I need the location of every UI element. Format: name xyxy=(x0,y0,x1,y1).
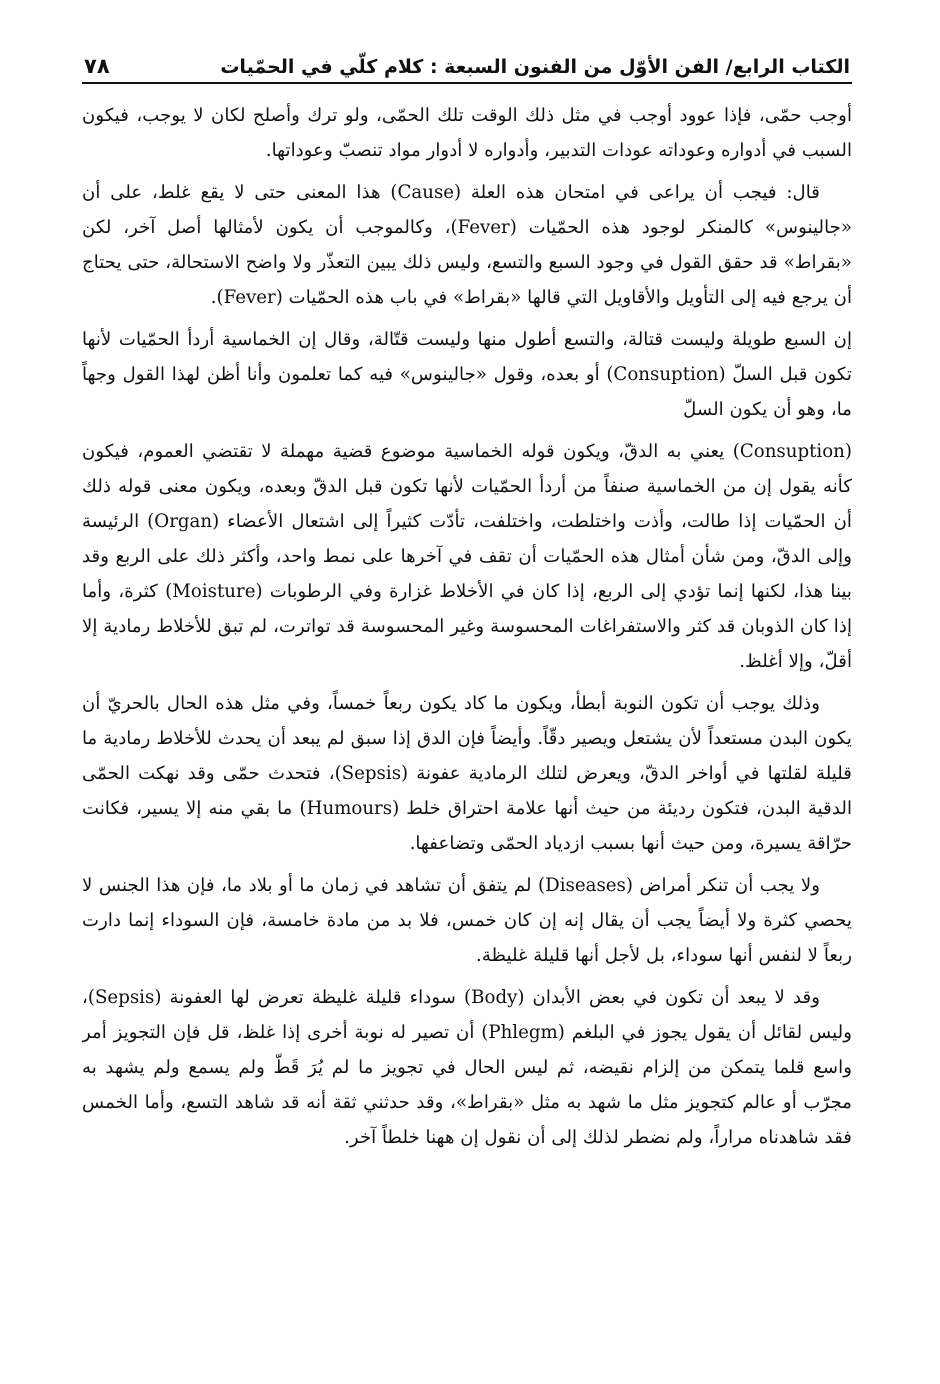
paragraph: إن السبع طويلة وليست قتالة، والتسع أطول منها وليست قتّالة، وقال إن الخماسية أردأ الحمّيات لأنها تكون قبل السلّ (Consuption) أو بعده، وقول «جالينوس» فيه كما تعلمون وأنا أظن لهذا القول وجهاً ما، وهو أن يكون السلّ xyxy=(82,329,852,420)
running-title: الكتاب الرابع/ الفن الأوّل من الفنون السبعة : كلام كلّي في الحمّيات xyxy=(220,56,850,78)
page-header xyxy=(82,40,852,84)
paragraph: ولا يجب أن تنكر أمراض (Diseases) لم يتفق أن تشاهد في زمان ما أو بلاد ما، فإن هذا الجنس لا يحصي كثرة ولا أيضاً يجب أن يقال إنه إن كان خمس، فلا بد من مادة خامسة، فإن السوداء إنما دارت ربعاً لا لنفس أنها سوداء، بل لأجل أنها قليلة غليظة. xyxy=(82,875,852,966)
paragraph: قال: فيجب أن يراعى في امتحان هذه العلة (Cause) هذا المعنى حتى لا يقع غلط، على أن «جالينوس» كالمنكر لوجود هذه الحمّيات (Fever)، وكالموجب أن يكون لأمثالها أصل آخر، لكن «بقراط» قد حقق القول في وجود السبع والتسع، وليس ذلك يبين التعذّر ولا واضح الاستحالة، حتى يحتاج أن يرجع فيه إلى التأويل والأقاويل التي قالها «بقراط» في باب هذه الحمّيات (Fever). xyxy=(82,182,852,308)
paragraph: وذلك يوجب أن تكون النوبة أبطأ، ويكون ما كاد يكون ربعاً خمساً، وفي مثل هذه الحال بالحريّ أن يكون البدن مستعداً لأن يشتعل ويصير دقّاً. وأيضاً فإن الدق إذا سبق لم يبعد أن يحدث للأخلاط رمادية ما قليلة لقلتها في أواخر الدقّ، ويعرض لتلك الرمادية عفونة (Sepsis)، فتحدث حمّى وقد نهكت الحمّى الدقية البدن، فتكون رديئة من حيث أنها علامة احتراق خلط (Humours) ما بقي منه إلا يسير، فكانت حرّاقة يسيرة، ومن حيث أنها بسبب ازدياد الحمّى وتضاعفها. xyxy=(82,693,852,854)
paragraph: وقد لا يبعد أن تكون في بعض الأبدان (Body) سوداء قليلة غليظة تعرض لها العفونة (Sepsis)، وليس لقائل أن يقول يجوز في البلغم (Phlegm) أن تصير له نوبة أخرى إذا غلظ، قل فإن التجويز أمر واسع قلما يتمكن من إلزام نقيضه، ثم ليس الحال في تجويز ما لم يُرَ قَطّ ولم يسمع ولم يشهد به مجرّب أو عالم كتجويز مثل ما شهد به مثل «بقراط»، وقد حدثني ثقة أنه قد شاهد التسع، وأما الخمس فقد شاهدناه مراراً، ولم نضطر لذلك إلى أن نقول إن ههنا خلطاً آخر. xyxy=(82,987,852,1148)
page-number: ٧٨ xyxy=(84,54,110,78)
book-page xyxy=(82,40,852,1360)
paragraph: أوجب حمّى، فإذا عوود أوجب في مثل ذلك الوقت تلك الحمّى، ولو ترك وأصلح لكان لا يوجب، فيكون السبب في أدواره وعوداته عودات التدبير، وأدواره لا أدوار مواد تنصبّ وعوداتها. xyxy=(82,105,852,161)
paragraph: (Consuption) يعني به الدقّ، ويكون قوله الخماسية موضوع قضية مهملة لا تقتضي العموم، فيكون كأنه يقول إن من الخماسية صنفاً من أردأ الحمّيات لأنها تكون قبل الدقّ وبعده، ويكون معنى قوله ذلك أن الحمّيات إذا طالت، وأذت واختلطت، واختلفت، تأدّت كثيراً إلى اشتعال الأعضاء (Organ) الرئيسة وإلى الدقّ، ومن شأن أمثال هذه الحمّيات أن تقف في آخرها على نمط واحد، وأكثر ذلك على الربع وقد بينا هذا، لكنها إنما تؤدي إلى الربع، إذا كان في الأخلاط غزارة وفي الرطوبات (Moisture) كثرة، وأما إذا كان الذوبان قد كثر والاستفراغات المحسوسة وغير المحسوسة قد تواترت، لم تبق للأخلاط رمادية إلا أقلّ، وإلا أغلظ. xyxy=(82,441,852,672)
page-body xyxy=(82,98,852,1155)
